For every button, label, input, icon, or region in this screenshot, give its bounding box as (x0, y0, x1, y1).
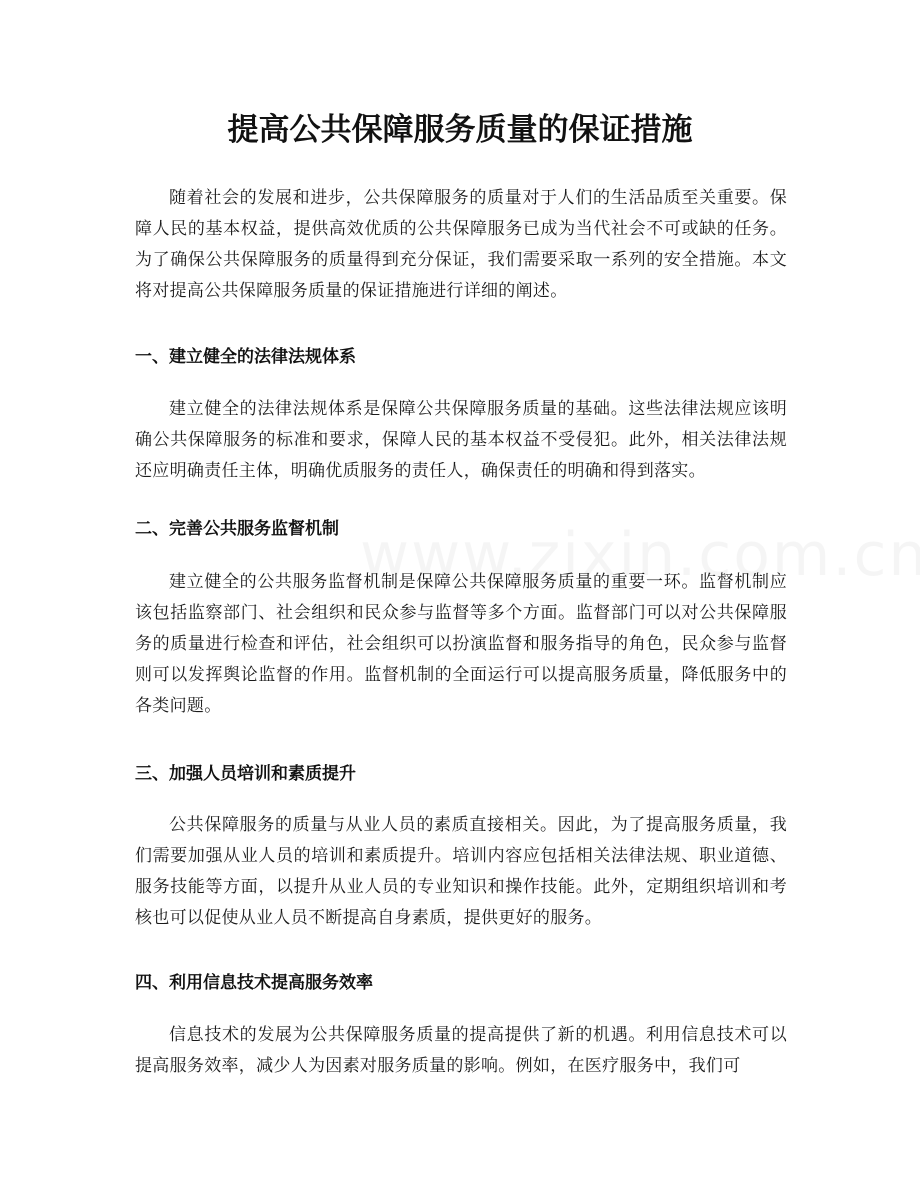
section-heading-1: 一、建立健全的法律法规体系 (135, 347, 356, 367)
intro-paragraph: 随着社会的发展和进步，公共保障服务的质量对于人们的生活品质至关重要。保障人民的基本权益，提供高效优质的公共保障服务已成为当代社会不可或缺的任务。为了确保公共保障服务的质量得到充分保证，我们需要采取一系列的安全措施。本文将对提高公共保障服务质量的保证措施进行详细的阐述。 (135, 188, 787, 301)
section-body-3: 公共保障服务的质量与从业人员的素质直接相关。因此，为了提高服务质量，我们需要加强从业人员的培训和素质提升。培训内容应包括相关法律法规、职业道德、服务技能等方面，以提升从业人员的专业知识和操作技能。此外，定期组织培训和考核也可以促使从业人员不断提高自身素质，提供更好的服务。 (135, 815, 787, 928)
section-heading-3: 三、加强人员培训和素质提升 (135, 764, 356, 784)
document-title: 提高公共保障服务质量的保证措施 (227, 112, 693, 148)
section-body-1: 建立健全的法律法规体系是保障公共保障服务质量的基础。这些法律法规应该明确公共保障服务的标准和要求，保障人民的基本权益不受侵犯。此外，相关法律法规还应明确责任主体，明确优质服务的责任人，确保责任的明确和得到落实。 (135, 399, 787, 481)
section-heading-4: 四、利用信息技术提高服务效率 (135, 973, 373, 993)
section-body-4: 信息技术的发展为公共保障服务质量的提高提供了新的机遇。利用信息技术可以提高服务效率，减少人为因素对服务质量的影响。例如，在医疗服务中，我们可 (135, 1025, 787, 1076)
section-body-2: 建立健全的公共服务监督机制是保障公共保障服务质量的重要一环。监督机制应该包括监察部门、社会组织和民众参与监督等多个方面。监督部门可以对公共保障服务的质量进行检查和评估，社会组织可以扮演监督和服务指导的角色，民众参与监督则可以发挥舆论监督的作用。监督机制的全面运行可以提高服务质量，降低服务中的各类问题。 (135, 572, 787, 716)
section-heading-2: 二、完善公共服务监督机制 (135, 519, 339, 539)
